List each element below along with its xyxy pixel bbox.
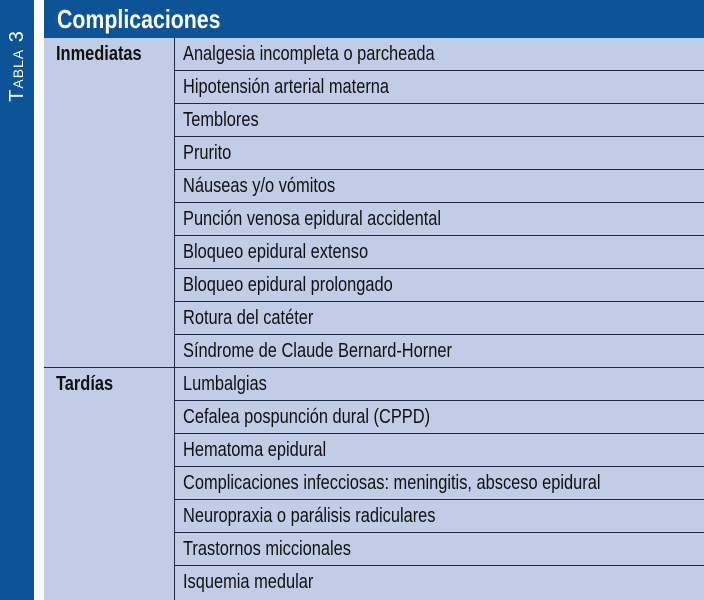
complication-item: Síndrome de Claude Bernard-Horner (183, 340, 452, 362)
complication-item: Prurito (183, 142, 232, 164)
table-row (175, 500, 704, 533)
table-row (175, 434, 704, 467)
table-row (175, 236, 704, 269)
complication-item: Analgesia incompleta o parcheada (183, 43, 435, 65)
table-row (175, 368, 704, 401)
table-row (175, 467, 704, 500)
category-label: Inmediatas (56, 43, 142, 65)
complication-item: Complicaciones infecciosas: meningitis, absceso epidural (183, 472, 601, 494)
complication-item: Trastornos miccionales (183, 538, 352, 560)
gutter (34, 0, 44, 600)
complication-item: Punción venosa epidural accidental (183, 208, 442, 230)
table-row (175, 104, 704, 137)
complication-item: Cefalea pospunción dural (CPPD) (183, 406, 431, 428)
complication-item: Rotura del catéter (183, 307, 314, 329)
complication-item: Isquemia medular (183, 571, 314, 593)
complication-item: Hipotensión arterial materna (183, 76, 390, 98)
table-row (175, 566, 704, 599)
table-row (175, 269, 704, 302)
table-row (175, 401, 704, 434)
complication-item: Bloqueo epidural extenso (183, 241, 369, 263)
table-header (44, 0, 704, 38)
table-row (175, 71, 704, 104)
table-row (175, 137, 704, 170)
complication-item: Temblores (183, 109, 259, 131)
complication-item: Bloqueo epidural prolongado (183, 274, 393, 296)
complications-table (44, 0, 704, 600)
complication-item: Lumbalgias (183, 373, 267, 395)
table-row (175, 533, 704, 566)
table-row (175, 302, 704, 335)
table-row (175, 38, 704, 71)
table-title: Complicaciones (57, 4, 221, 34)
table-row (175, 203, 704, 236)
complication-item: Neuropraxia o parálisis radiculares (183, 505, 436, 527)
category-label: Tardías (56, 373, 114, 395)
table-row (175, 335, 704, 368)
side-tab (0, 0, 34, 600)
table-row (175, 170, 704, 203)
side-tab-label: Tabla 3 (6, 30, 28, 102)
complication-item: Náuseas y/o vómitos (183, 175, 336, 197)
complication-item: Hematoma epidural (183, 439, 327, 461)
